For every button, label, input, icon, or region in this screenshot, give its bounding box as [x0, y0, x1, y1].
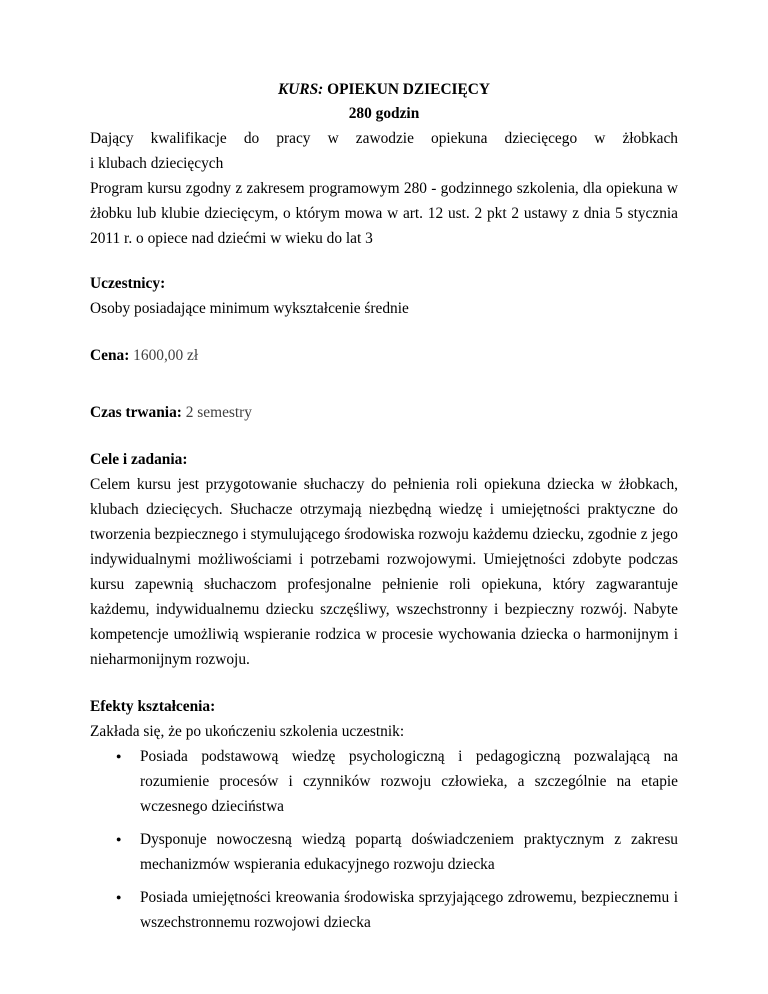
effects-list: [90, 744, 678, 935]
price-line: [90, 343, 678, 368]
program-description: Program kursu zgodny z zakresem programowym 280 - godzinnego szkolenia, dla opiekuna w żłobku lub klubie dziecięcym, o którym mowa w art. 12 ust. 2 pkt 2 ustawy z dnia 5 stycznia 2011 r. o opiece nad dziećmi w wieku do lat 3: [90, 180, 678, 247]
intro-line-2: i klubach dziecięcych: [90, 155, 224, 172]
participants-heading: Uczestnicy:: [90, 275, 166, 292]
list-item-text: Posiada umiejętności kreowania środowiska sprzyjającego zdrowemu, bezpiecznemu i wszechstronnemu rozwojowi dziecka: [140, 889, 678, 931]
goals-heading: Cele i zadania:: [90, 451, 188, 468]
title-main: OPIEKUN DZIECIĘCY: [323, 81, 491, 98]
duration-value: 2 semestry: [181, 404, 253, 421]
document-page: [90, 80, 678, 943]
goals-text: Celem kursu jest przygotowanie słuchaczy do pełnienia roli opiekuna dziecka w żłobkach, klubach dziecięcych. Słuchacze otrzymają niezbędną wiedzę i umiejętności praktyczne do tworzenia bezpiecznego i stymulującego środowiska rozwoju każdemu dziecku, zgodnie z jego indywidualnymi możliwościami i potrzebami rozwojowymi. Umiejętności zdobyte podczas kursu zapewnią słuchaczom profesjonalne pełnienie roli opiekuna, który zagwarantuje każdemu, indywidualnemu dziecku szczęśliwy, wszechstronny i bezpieczny rozwój. Nabyte kompetencje umożliwią wspieranie rodzica w procesie wychowania dziecka o harmonijnym i nieharmonijnym rozwoju.: [90, 476, 678, 668]
effects-intro: Zakłada się, że po ukończeniu szkolenia uczestnik:: [90, 723, 405, 740]
price-value: 1600,00 zł: [129, 347, 199, 364]
participants-text: Osoby posiadające minimum wykształcenie średnie: [90, 300, 409, 317]
bullet-icon: ●: [116, 834, 122, 844]
list-item-text: Dysponuje nowoczesną wiedzą popartą doświadczeniem praktycznym z zakresu mechanizmów wspierania edukacyjnego rozwoju dziecka: [140, 831, 678, 873]
list-item-text: Posiada podstawową wiedzę psychologiczną i pedagogiczną pozwalającą na rozumienie procesów i czynników rozwoju człowieka, a szczególnie na etapie wczesnego dzieciństwa: [140, 748, 678, 815]
intro-line-1: Dający kwalifikacje do pracy w zawodzie opiekuna dziecięcego w żłobkach: [90, 130, 678, 147]
title-prefix: KURS:: [277, 81, 324, 98]
effects-heading: Efekty kształcenia:: [90, 698, 216, 715]
list-item: [90, 744, 678, 819]
duration-line: [90, 400, 678, 425]
list-item: [90, 885, 678, 935]
price-label: Cena:: [90, 347, 130, 364]
page-title: [90, 80, 678, 100]
bullet-icon: ●: [116, 892, 122, 902]
bullet-icon: ●: [116, 751, 122, 761]
list-item: [90, 827, 678, 877]
duration-label: Czas trwania:: [90, 404, 182, 421]
course-hours: 280 godzin: [348, 105, 420, 122]
